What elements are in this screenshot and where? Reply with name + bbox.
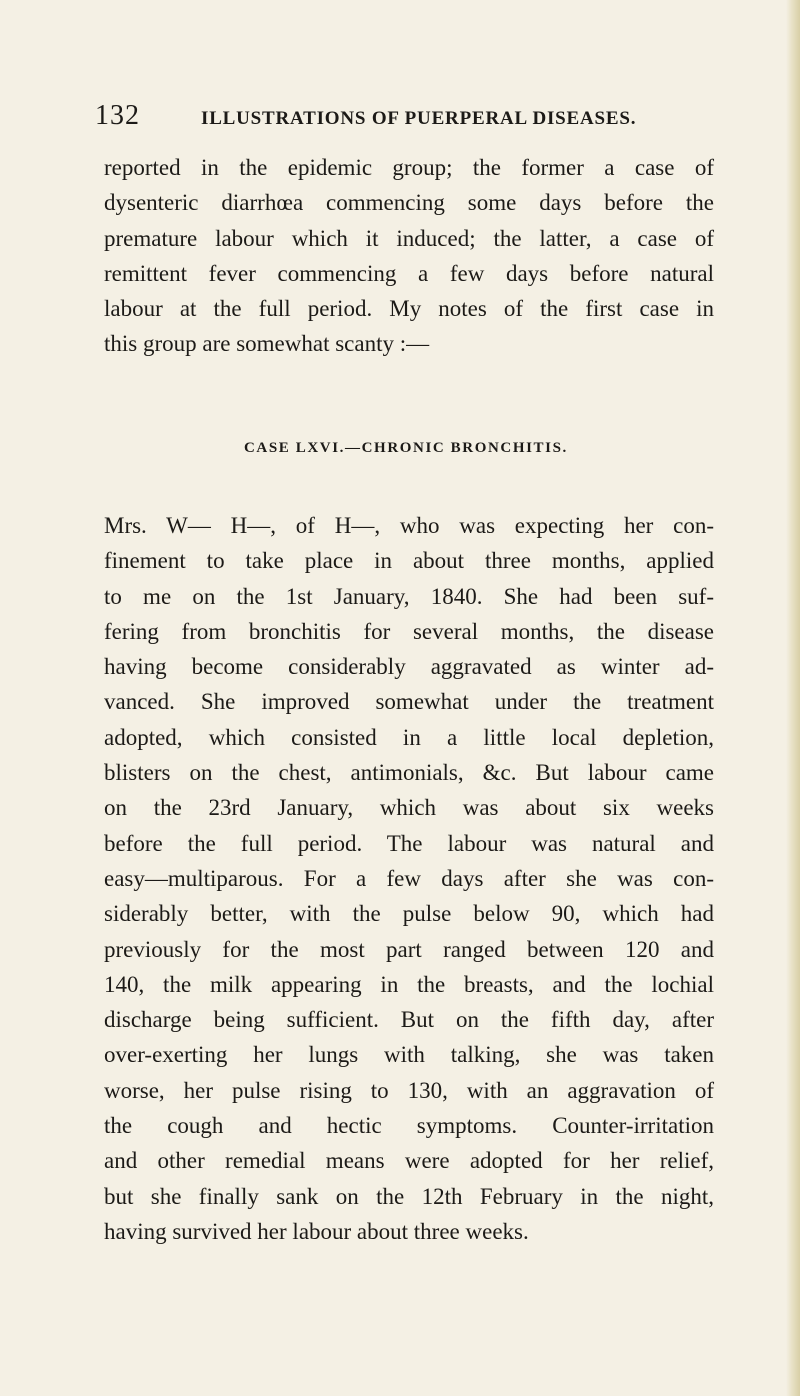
text-line: fering from bronchitis for several months, the disease [104,618,714,644]
text-line: 140, the milk appearing in the breasts, and the lochial [104,971,714,997]
text-line: this group are somewhat scanty :— [104,331,430,357]
text-line: blisters on the chest, antimonials, &c. But labour came [104,760,714,786]
text-line: Mrs. W— H—, of H—, who was expecting her con- [104,513,714,538]
text-line: premature labour which it induced; the latter, a case of [104,225,714,251]
text-line: adopted, which consisted in a little local depletion, [104,724,714,750]
text-line: siderably better, with the pulse below 90, which had [104,901,714,927]
page-header [95,100,735,140]
case-heading: CASE LXVI.—CHRONIC BRONCHITIS. [244,440,568,456]
text-line: reported in the epidemic group; the former a case of [104,155,714,180]
text-line: labour at the full period. My notes of the first case in [104,296,714,322]
text-line: vanced. She improved somewhat under the treatment [104,689,714,715]
text-line: to me on the 1st January, 1840. She had been suf- [104,583,714,609]
paragraph-intro [104,150,714,362]
paragraph-case [104,508,714,1249]
text-line: on the 23rd January, which was about six weeks [104,795,714,821]
text-line: easy—multiparous. For a few days after she was con- [104,865,714,891]
text-line: over-exerting her lungs with talking, she was taken [104,1042,714,1068]
text-line: discharge being sufficient. But on the fifth day, after [104,1007,714,1033]
text-line: but she finally sank on the 12th February in the night, [104,1183,714,1209]
text-line: having survived her labour about three weeks. [104,1218,529,1244]
text-line: the cough and hectic symptoms. Counter-irritation [104,1113,714,1139]
text-line: having become considerably aggravated as winter ad- [104,654,714,680]
text-line: remittent fever commencing a few days before natural [104,260,714,286]
text-line: before the full period. The labour was natural and [104,830,714,856]
text-line: worse, her pulse rising to 130, with an aggravation of [104,1077,714,1103]
text-line: finement to take place in about three months, applied [104,548,714,574]
page-edge [786,0,800,1396]
page-number: 132 [95,100,140,131]
running-head: ILLUSTRATIONS OF PUERPERAL DISEASES. [201,108,637,129]
text-line: and other remedial means were adopted for her relief, [104,1148,714,1174]
text-line: dysenteric diarrhœa commencing some days before the [104,190,714,216]
text-line: previously for the most part ranged between 120 and [104,936,714,962]
